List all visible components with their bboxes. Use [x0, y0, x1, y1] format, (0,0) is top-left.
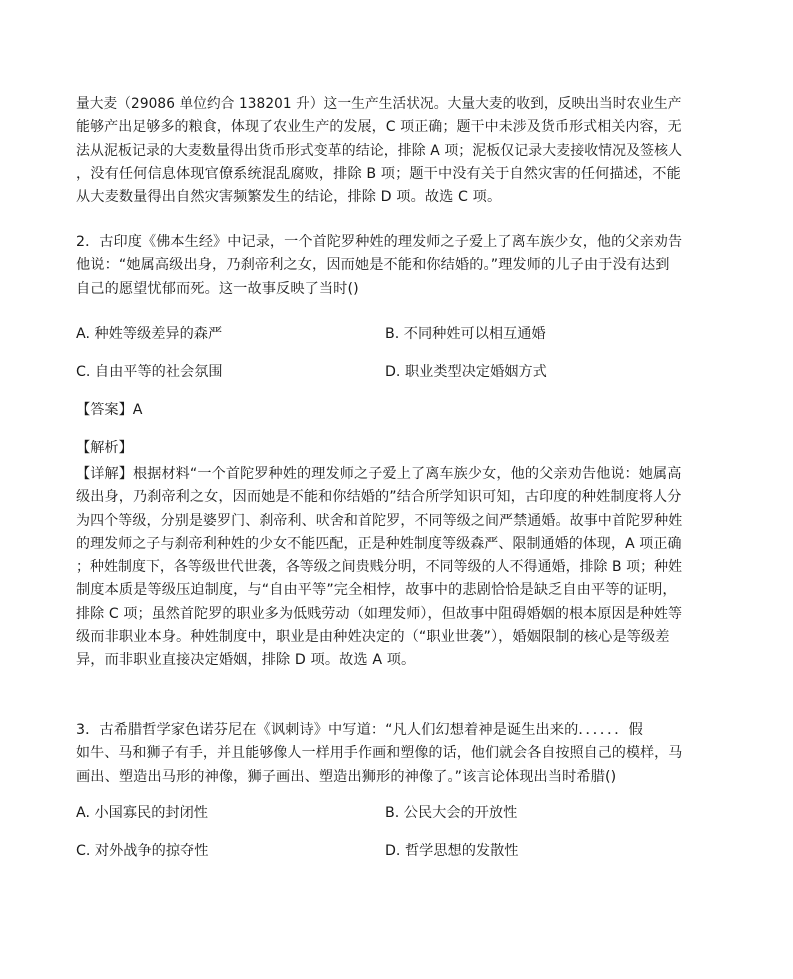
text-line: 【详解】根据材料“一个首陀罗种姓的理发师之子爱上了离车族少女，他的父亲劝告他说：她属高 — [76, 466, 682, 482]
text-line: 自己的愿望忧郁而死。这一故事反映了当时() — [76, 280, 359, 297]
text-line: 制度本质是等级压迫制度，与“自由平等”完全相悖，故事中的悲剧恰恰是缺乏自由平等的证明， — [76, 582, 677, 599]
text-line: 法从泥板记录的大麦数量得出货币形式变革的结论，排除 A 项；泥板仅记录大麦接收情况及签核人 — [76, 142, 683, 159]
text-line: 3．古希腊哲学家色诺芬尼在《讽刺诗》中写道：“凡人们幻想着神是诞生出来的．．．．．．假 — [76, 722, 643, 738]
text-line: 级而非职业本身。种姓制度中，职业是由种姓决定的（“职业世袭”），婚姻限制的核心是等级差 — [76, 629, 670, 646]
q3-option-b: B. 公民大会的开放性 — [385, 805, 518, 821]
intro-paragraph — [76, 93, 682, 209]
text-line: 异，而非职业直接决定婚姻，排除 D 项。故选 A 项。 — [76, 652, 416, 669]
text-line: 的理发师之子与刹帝利种姓的少女不能匹配，正是种姓制度等级森严、限制通婚的体现，A 项正确 — [76, 535, 682, 552]
q2-option-a: A. 种姓等级差异的森严 — [76, 326, 223, 342]
text-line: 从大麦数量得出自然灾害频繁发生的结论，排除 D 项。故选 C 项。 — [76, 189, 502, 206]
text-line: 如牛、马和狮子有手，并且能够像人一样用手作画和塑像的话，他们就会各自按照自己的模样，马 — [76, 745, 683, 762]
text-line: 为四个等级，分别是婆罗门、刹帝利、吠舍和首陀罗，不同等级之间严禁通婚。故事中首陀罗种姓 — [76, 512, 683, 529]
question-3-stem — [76, 719, 682, 789]
text-line: ；种姓制度下，各等级世代世袭，各等级之间贵贱分明，不同等级的人不得通婚，排除 B 项；种姓 — [76, 559, 683, 576]
q3-option-d: D. 哲学思想的发散性 — [385, 843, 519, 859]
text-line: 排除 C 项；虽然首陀罗的职业多为低贱劳动（如理发师），但故事中阻碍婚姻的根本原因是种姓等 — [76, 605, 683, 622]
q2-option-b: B. 不同种姓可以相互通婚 — [385, 326, 546, 342]
q3-option-a: A. 小国寡民的封闭性 — [76, 805, 208, 821]
text-line: 级出身，乃刹帝利之女，因而她是不能和你结婚的”结合所学知识可知，古印度的种姓制度将人分 — [76, 489, 682, 506]
text-line: 画出、塑造出马形的神像，狮子画出、塑造出狮形的神像了。”该言论体现出当时希腊() — [76, 768, 617, 785]
text-line: 量大麦（29086 单位约合 138201 升）这一生产生活状况。大量大麦的收到，反映出当时农业生产 — [76, 96, 682, 112]
q2-option-c: C. 自由平等的社会氛围 — [76, 364, 223, 380]
question-2-stem — [76, 231, 682, 301]
text-line: 能够产出足够多的粮食，体现了农业生产的发展，C 项正确；题干中未涉及货币形式相关内容，无 — [76, 119, 682, 136]
q2-analysis-heading: 【解析】 — [76, 440, 133, 456]
q2-detail — [76, 463, 682, 673]
q3-option-c: C. 对外战争的掠夺性 — [76, 843, 209, 859]
q2-option-d: D. 职业类型决定婚姻方式 — [385, 364, 547, 380]
q2-answer: 【答案】A — [76, 402, 143, 418]
text-line: ，没有任何信息体现官僚系统混乱腐败，排除 B 项；题干中没有关于自然灾害的任何描述，不能 — [76, 165, 681, 182]
text-line: 2．古印度《佛本生经》中记录，一个首陀罗种姓的理发师之子爱上了离车族少女，他的父亲劝告 — [76, 234, 683, 250]
text-line: 他说：“她属高级出身，乃刹帝利之女，因而她是不能和你结婚的。”理发师的儿子由于没有达到 — [76, 257, 670, 274]
